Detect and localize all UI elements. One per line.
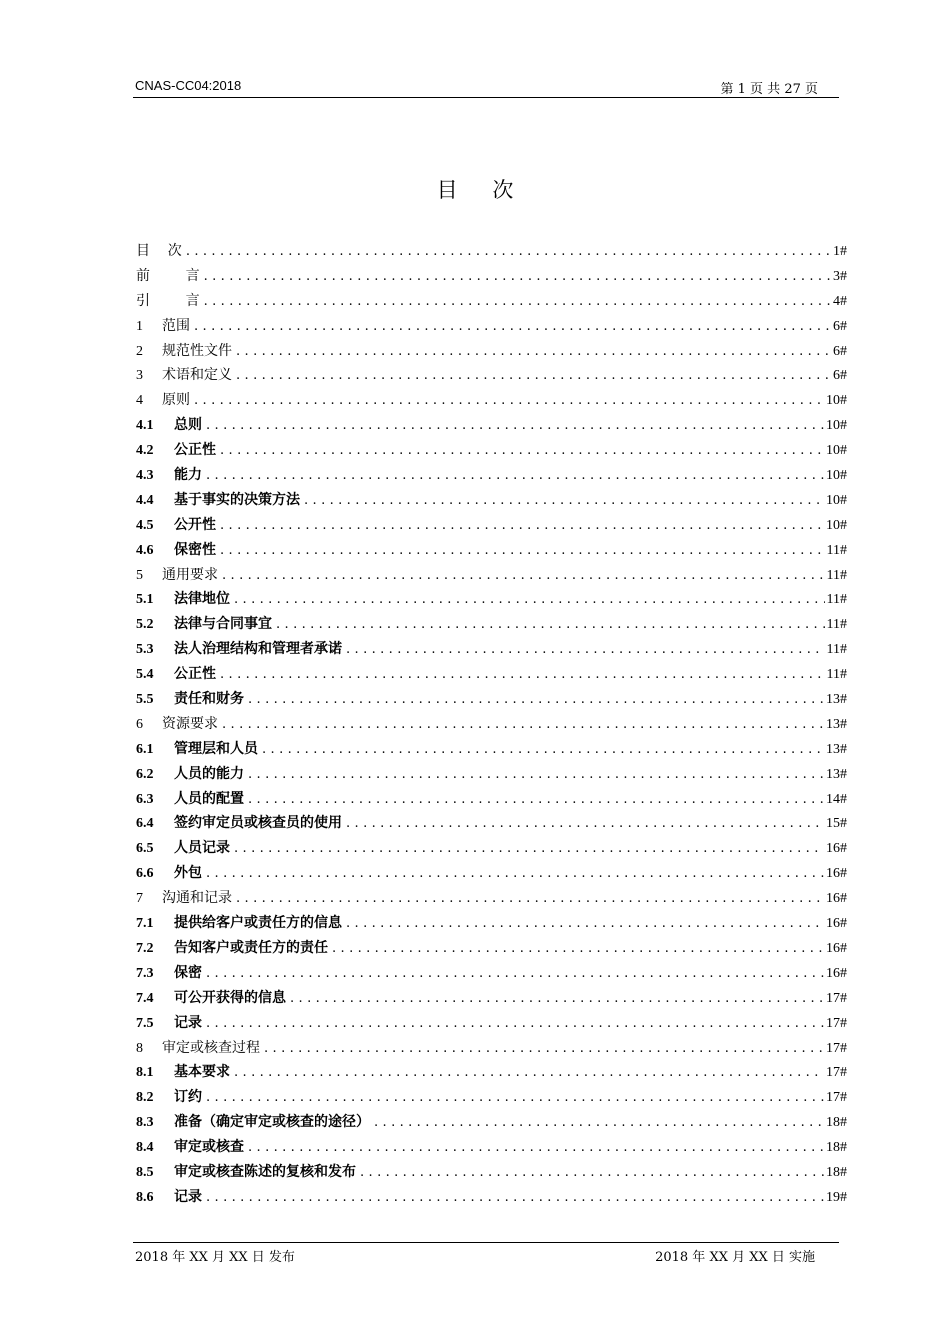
toc-entry-title: 责任和财务 [174, 691, 244, 708]
toc-entry-title: 基本要求 [174, 1064, 230, 1081]
toc-entry-page: 19# [826, 1189, 847, 1205]
toc-entry-title: 人员记录 [174, 840, 230, 857]
toc-entry-number: 7.3 [136, 965, 154, 981]
toc-entry-page: 1# [833, 244, 847, 259]
toc-entry-page: 18# [826, 1164, 847, 1180]
toc-dot-leader [234, 1065, 824, 1080]
toc-dot-leader [236, 368, 831, 383]
toc-entry-page: 17# [826, 1090, 847, 1106]
toc-entry-number: 8 [136, 1040, 143, 1056]
toc-entry-page: 16# [826, 940, 847, 956]
toc-entry-page: 6# [833, 318, 847, 334]
toc-entry-page: 10# [826, 393, 847, 409]
toc-entry-page: 17# [826, 990, 847, 1006]
toc-dot-leader [220, 518, 824, 533]
toc-entry-title: 告知客户或责任方的责任 [174, 939, 328, 956]
toc-entry-title: 管理层和人员 [174, 740, 258, 757]
toc-dot-leader [206, 1016, 824, 1031]
toc-entry-number: 5.2 [136, 617, 154, 633]
toc-entry-page: 17# [826, 1040, 847, 1056]
toc-entry-page: 11# [826, 567, 847, 583]
toc-dot-leader [222, 717, 824, 732]
toc-entry[interactable] [136, 489, 847, 514]
toc-entry-title: 公正性 [174, 666, 216, 683]
toc-dot-leader [346, 642, 825, 657]
toc-entry-number: 7 [136, 891, 143, 907]
toc-entry[interactable] [136, 1086, 847, 1111]
toc-entry-number: 5.3 [136, 642, 154, 658]
toc-entry[interactable] [136, 688, 847, 713]
toc-entry[interactable] [136, 290, 847, 315]
toc-entry-page: 11# [826, 617, 847, 633]
toc-dot-leader [204, 294, 831, 309]
toc-dot-leader [206, 966, 824, 981]
toc-dot-leader [206, 1190, 824, 1205]
toc-entry-page: 10# [826, 443, 847, 459]
document-code: CNAS-CC04:2018 [135, 78, 242, 93]
toc-entry[interactable] [136, 539, 847, 564]
toc-entry[interactable] [136, 713, 847, 738]
toc-entry-title: 签约审定员或核查员的使用 [174, 815, 342, 832]
toc-entry-title: 审定或核查陈述的复核和发布 [174, 1163, 356, 1180]
toc-entry-title: 能力 [174, 467, 202, 484]
toc-entry-page: 15# [826, 816, 847, 832]
toc-entry-title: 法人治理结构和管理者承诺 [174, 641, 342, 658]
toc-entry-page: 13# [826, 741, 847, 757]
footer-divider [133, 1242, 839, 1243]
toc-entry-page: 16# [826, 866, 847, 882]
toc-entry-title: 审定或核查 [174, 1139, 244, 1156]
toc-entry-page: 13# [826, 766, 847, 782]
toc-entry-title: 范围 [162, 317, 190, 334]
toc-entry[interactable] [136, 937, 847, 962]
toc-entry-page: 10# [826, 517, 847, 533]
toc-entry[interactable] [136, 763, 847, 788]
table-of-contents [136, 240, 847, 1211]
toc-entry-page: 18# [826, 1140, 847, 1156]
toc-entry-title: 资源要求 [162, 715, 218, 732]
toc-entry-title: 通用要求 [162, 566, 218, 583]
toc-dot-leader [360, 1165, 824, 1180]
toc-entry-number: 6.4 [136, 816, 154, 832]
toc-dot-leader [220, 667, 825, 682]
toc-entry-number: 5 [136, 567, 143, 583]
toc-dot-leader [220, 443, 824, 458]
toc-entry-number: 7.1 [136, 916, 154, 932]
toc-entry[interactable] [136, 613, 847, 638]
toc-dot-leader [374, 1115, 824, 1130]
toc-dot-leader [346, 816, 824, 831]
toc-entry-title: 记录 [174, 1014, 202, 1031]
toc-entry[interactable] [136, 464, 847, 489]
toc-entry-number: 6.5 [136, 841, 154, 857]
toc-entry-page: 14# [826, 791, 847, 807]
toc-entry-page: 11# [826, 642, 847, 658]
toc-dot-leader [194, 319, 831, 334]
toc-entry-page: 4# [833, 293, 847, 309]
toc-entry-number: 8.4 [136, 1140, 154, 1156]
toc-dot-leader [276, 617, 825, 632]
toc-entry-number: 7.4 [136, 990, 154, 1006]
toc-entry-title: 术语和定义 [162, 367, 232, 384]
toc-dot-leader [290, 991, 824, 1006]
toc-entry[interactable] [136, 1061, 847, 1086]
toc-entry-title: 公开性 [174, 516, 216, 533]
toc-entry-number: 4.3 [136, 468, 154, 484]
toc-entry-number: 6.2 [136, 766, 154, 782]
toc-dot-leader [262, 742, 824, 757]
toc-dot-leader [248, 692, 824, 707]
toc-dot-leader [248, 767, 824, 782]
toc-entry-number: 7.2 [136, 940, 154, 956]
toc-entry-number: 8.5 [136, 1164, 154, 1180]
toc-dot-leader [234, 592, 825, 607]
toc-entry[interactable] [136, 588, 847, 613]
toc-entry-number: 1 [136, 318, 143, 334]
toc-entry-number: 5.4 [136, 667, 154, 683]
toc-entry-page: 16# [826, 841, 847, 857]
toc-entry-number: 8.2 [136, 1090, 154, 1106]
toc-dot-leader [248, 792, 824, 807]
toc-entry-number: 2 [136, 343, 143, 359]
toc-dot-leader [248, 1140, 824, 1155]
toc-entry-page: 18# [826, 1115, 847, 1131]
toc-entry-number: 4.1 [136, 418, 154, 434]
toc-entry[interactable] [136, 962, 847, 987]
toc-entry[interactable] [136, 887, 847, 912]
header-divider [133, 97, 839, 98]
toc-dot-leader [204, 269, 831, 284]
toc-entry-page: 11# [826, 542, 847, 558]
toc-entry[interactable] [136, 514, 847, 539]
page-title: 目 次 [436, 178, 528, 202]
toc-entry-number: 5.5 [136, 692, 154, 708]
toc-entry-title: 提供给客户或责任方的信息 [174, 915, 342, 932]
toc-dot-leader [332, 941, 824, 956]
toc-entry-number: 7.5 [136, 1015, 154, 1031]
toc-entry-page: 16# [826, 891, 847, 907]
toc-entry-title: 保密 [174, 964, 202, 981]
toc-entry-page: 17# [826, 1015, 847, 1031]
toc-dot-leader [206, 1090, 824, 1105]
toc-entry-page: 16# [826, 965, 847, 981]
toc-entry-title: 法律与合同事宜 [174, 616, 272, 633]
toc-entry[interactable] [136, 564, 847, 589]
toc-entry[interactable] [136, 638, 847, 663]
toc-entry[interactable] [136, 439, 847, 464]
toc-entry[interactable] [136, 414, 847, 439]
toc-entry-number: 3 [136, 368, 143, 384]
toc-dot-leader [220, 543, 825, 558]
toc-entry-number: 8.6 [136, 1189, 154, 1205]
toc-entry-title: 可公开获得的信息 [174, 989, 286, 1006]
toc-entry-number: 8.3 [136, 1115, 154, 1131]
toc-entry-title: 沟通和记录 [162, 890, 232, 907]
toc-entry-page: 17# [826, 1065, 847, 1081]
toc-entry[interactable] [136, 1037, 847, 1062]
toc-entry-title: 法律地位 [174, 591, 230, 608]
toc-dot-leader [236, 344, 831, 359]
toc-entry-number: 8.1 [136, 1065, 154, 1081]
toc-dot-leader [206, 468, 824, 483]
toc-entry-page: 3# [833, 268, 847, 284]
toc-entry-title: 引 言 [136, 292, 200, 309]
toc-entry-title: 原则 [162, 392, 190, 409]
toc-entry[interactable] [136, 912, 847, 937]
toc-entry-page: 10# [826, 468, 847, 484]
toc-entry[interactable] [136, 987, 847, 1012]
toc-entry[interactable] [136, 389, 847, 414]
toc-entry-page: 11# [826, 667, 847, 683]
toc-entry-number: 4.6 [136, 542, 154, 558]
toc-entry-page: 10# [826, 492, 847, 508]
toc-entry-title: 保密性 [174, 541, 216, 558]
toc-entry-title: 总则 [174, 417, 202, 434]
toc-entry-page: 16# [826, 916, 847, 932]
toc-entry-page: 13# [826, 716, 847, 732]
toc-entry[interactable] [136, 1186, 847, 1211]
toc-dot-leader [206, 418, 824, 433]
toc-entry-title: 公正性 [174, 442, 216, 459]
toc-dot-leader [222, 568, 825, 583]
toc-dot-leader [206, 866, 824, 881]
page-indicator: 第 1 页 共 27 页 [720, 82, 818, 97]
toc-entry-title: 审定或核查过程 [162, 1039, 260, 1056]
toc-entry-title: 规范性文件 [162, 342, 232, 359]
toc-entry[interactable] [136, 738, 847, 763]
toc-dot-leader [236, 891, 824, 906]
toc-entry-page: 6# [833, 368, 847, 384]
toc-entry-page: 6# [833, 343, 847, 359]
toc-entry-number: 6.3 [136, 791, 154, 807]
toc-entry-title: 准备（确定审定或核查的途径） [174, 1114, 370, 1131]
toc-entry-page: 13# [826, 692, 847, 708]
toc-entry[interactable] [136, 663, 847, 688]
toc-entry[interactable] [136, 812, 847, 837]
toc-entry[interactable] [136, 1161, 847, 1186]
toc-entry-number: 4 [136, 393, 143, 409]
toc-entry-title: 人员的能力 [174, 765, 244, 782]
toc-entry[interactable] [136, 240, 847, 265]
toc-entry[interactable] [136, 1136, 847, 1161]
toc-entry-title: 记录 [174, 1188, 202, 1205]
toc-dot-leader [346, 916, 824, 931]
toc-entry-title: 人员的配置 [174, 790, 244, 807]
issue-date: 2018 年 XX 月 XX 日 发布 [135, 1250, 295, 1265]
toc-entry[interactable] [136, 1111, 847, 1136]
toc-entry[interactable] [136, 1012, 847, 1037]
toc-entry[interactable] [136, 862, 847, 887]
toc-entry-title: 外包 [174, 865, 202, 882]
toc-dot-leader [234, 841, 824, 856]
toc-entry-page: 10# [826, 418, 847, 434]
toc-entry[interactable] [136, 265, 847, 290]
toc-dot-leader [186, 244, 831, 259]
toc-entry-number: 6 [136, 716, 143, 732]
toc-entry-number: 4.4 [136, 492, 154, 508]
toc-entry-title: 目 次 [136, 243, 182, 259]
toc-entry-page: 11# [826, 592, 847, 608]
toc-dot-leader [194, 393, 824, 408]
toc-entry-title: 基于事实的决策方法 [174, 491, 300, 508]
toc-entry[interactable] [136, 837, 847, 862]
toc-entry-title: 前 言 [136, 267, 200, 284]
toc-entry-number: 6.6 [136, 866, 154, 882]
toc-entry-number: 6.1 [136, 741, 154, 757]
toc-entry[interactable] [136, 340, 847, 365]
toc-entry[interactable] [136, 364, 847, 389]
toc-dot-leader [304, 493, 824, 508]
toc-dot-leader [264, 1041, 824, 1056]
toc-entry-number: 4.5 [136, 517, 154, 533]
toc-entry-title: 订约 [174, 1089, 202, 1106]
toc-entry[interactable] [136, 788, 847, 813]
toc-entry-number: 5.1 [136, 592, 154, 608]
implementation-date: 2018 年 XX 月 XX 日 实施 [655, 1250, 815, 1265]
toc-entry[interactable] [136, 315, 847, 340]
toc-entry-number: 4.2 [136, 443, 154, 459]
